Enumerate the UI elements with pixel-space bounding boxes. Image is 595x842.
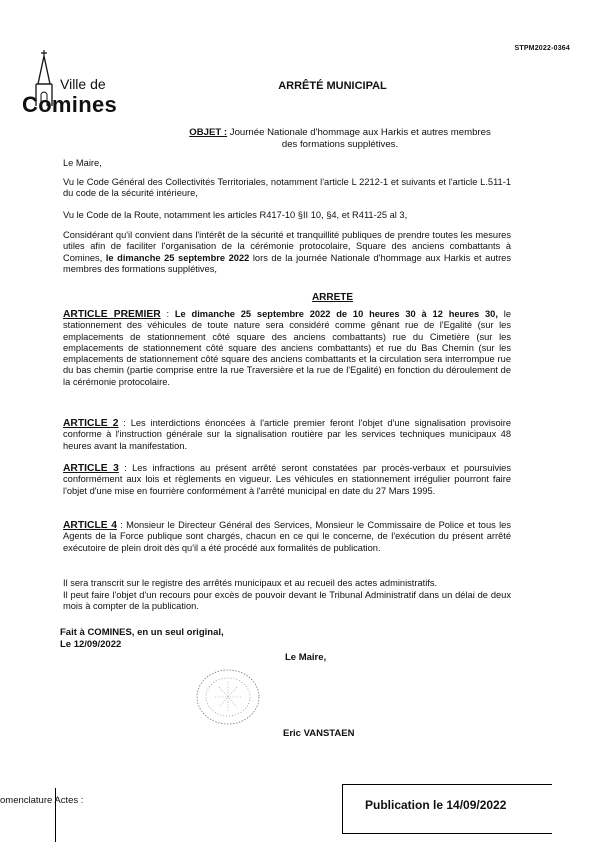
vu-paragraph-1: Vu le Code Général des Collectivités Territoriales, notamment l'article L 2212-1 et suivants et l'article L.511-1 du code de la sécurité intérieure,	[63, 177, 511, 199]
article-3-heading: ARTICLE 3	[63, 463, 119, 474]
arrete-heading: ARRETE	[311, 292, 354, 303]
logo-text-comines: Comines	[22, 92, 118, 117]
article-4-heading: ARTICLE 4	[63, 520, 117, 531]
article-2-text: Les interdictions énoncées à l'article premier feront l'objet d'une signalisation provisoire conforme à l'instruction générale sur la signalisation routière par les services techniques municipaux 48 heures avant la manifestation.	[63, 418, 511, 451]
fait-a-block	[60, 627, 224, 651]
recours-paragraph: Il peut faire l'objet d'un recours pour excès de pouvoir devant le Tribunal Administratif dans un délai de deux mois à compter de la publication.	[63, 590, 511, 612]
article-2-heading: ARTICLE 2	[63, 418, 119, 429]
considerant-text-after: lors de la journée Nationale d'hommage aux Harkis et autres membres des formations supplétives,	[63, 252, 511, 274]
signatory-title: Le Maire,	[285, 652, 327, 663]
article-2: ARTICLE 2 : Les interdictions énoncées à l'article premier feront l'objet d'une signalisation provisoire conforme à l'instruction générale sur la signalisation routière par les services techniques municipaux 48 heures avant la manifestation.	[63, 418, 511, 451]
document-reference: STPM2022-0364	[514, 45, 570, 52]
considerant-text-before: Considérant qu'il convient dans l'intérêt de la sécurité et tranquillité publiques de prendre toutes les mesures utiles afin de faciliter l'organisation de la cérémonie protocolaire, Square des anciens combattants à Comines,	[63, 230, 511, 263]
document-title: ARRÊTÉ MUNICIPAL	[278, 80, 387, 92]
official-seal-icon	[195, 668, 261, 726]
article-1-heading: ARTICLE PREMIER	[63, 309, 161, 320]
objet-label: OBJET :	[189, 127, 228, 138]
objet-text-line2: des formations supplétives.	[281, 139, 399, 150]
article-1: ARTICLE PREMIER : Le dimanche 25 septembre 2022 de 10 heures 30 à 12 heures 30, le stationnement des véhicules de toute nature sera considéré comme gênant rue de l'Egalité (sur les emplacements de stationnement côté square des anciens combattants) rue du Cimetière (sur les emplacements de stationnement côté square des anciens combattants) et rue du Bas Chemin (sur les emplacements de stationnement côté square des anciens combattants et la circulation sera interrompue rue du bas chemin (partie comprise entre la rue Traversière et la rue de l'Egalité) en fonction du déroulement de la cérémonie protocolaire.	[63, 309, 512, 387]
considerant-date: le dimanche 25 septembre 2022	[105, 252, 250, 263]
signatory-name: Eric VANSTAEN	[283, 728, 355, 739]
article-4: ARTICLE 4 : Monsieur le Directeur Général des Services, Monsieur le Commissaire de Police et tous les Agents de la Force publique sont chargés, chacun en ce qui le concerne, de l'exécution du présent arrêté exécutoire de plein droit dès qu'il a été procédé aux formalités de publication.	[63, 520, 511, 553]
article-1-date: Le dimanche 25 septembre 2022 de 10 heures 30 à 12 heures 30,	[174, 309, 498, 319]
signature-date: Le 12/09/2022	[60, 639, 122, 650]
objet-block	[140, 127, 540, 151]
transcription-paragraph: Il sera transcrit sur le registre des arrêtés municipaux et au recueil des actes administratifs.	[63, 578, 438, 588]
article-1-text: le stationnement des véhicules de toute nature sera considéré comme gênant rue de l'Egalité (sur les emplacements de stationnement côté square des anciens combattants) rue du Cimetière (sur les emplacements de stationnement côté square des anciens combattants) et rue du Bas Chemin (sur les emplacements de stationnement côté square des anciens combattants et la circulation sera interrompue rue du bas chemin (partie comprise entre la rue Traversière et la rue de l'Egalité) en fonction du déroulement de la cérémonie protocolaire.	[63, 309, 512, 387]
article-3: ARTICLE 3 : Les infractions au présent arrêté seront constatées par procès-verbaux et poursuivies conformément aux lois et règlements en vigueur. Les véhicules en stationnement irrégulier pourront faire l'objet d'une mise en fourrière conformément à l'arrêté municipal en date du 27 Mars 1995.	[63, 463, 511, 496]
publication-date: Publication le 14/09/2022	[365, 798, 507, 812]
article-4-text: Monsieur le Directeur Général des Services, Monsieur le Commissaire de Police et tous les Agents de la Force publique sont chargés, chacun en ce qui le concerne, de l'exécution du présent arrêté exécutoire de plein droit dès qu'il a été procédé aux formalités de publication.	[63, 520, 511, 553]
article-3-text: Les infractions au présent arrêté seront constatées par procès-verbaux et poursuivies conformément aux lois et règlements en vigueur. Les véhicules en stationnement irrégulier pourront faire l'objet d'une mise en fourrière conformément à l'arrêté municipal en date du 27 Mars 1995.	[63, 463, 511, 496]
vu-paragraph-2: Vu le Code de la Route, notamment les articles R417-10 §II 10, §4, et R411-25 al 3,	[63, 210, 408, 220]
logo-text-ville: Ville de	[60, 76, 106, 92]
fait-a-line: Fait à COMINES, en un seul original,	[60, 627, 224, 638]
nomenclature-label: omenclature Actes :	[0, 795, 84, 806]
considerant-paragraph	[63, 230, 511, 275]
objet-text-line1: Journée Nationale d'hommage aux Harkis et autres membres	[229, 127, 491, 138]
le-maire-heading: Le Maire,	[63, 158, 102, 168]
